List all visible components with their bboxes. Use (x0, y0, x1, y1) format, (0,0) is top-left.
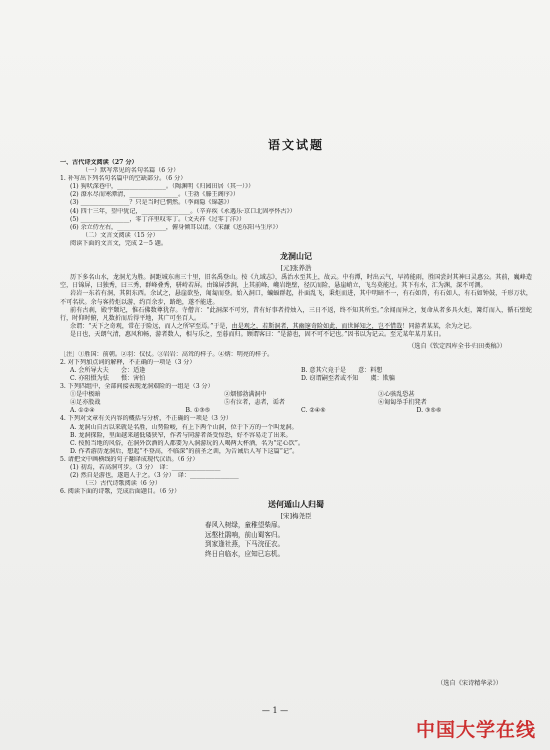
article-paragraph: 余谓：“天下之奇观，常在于险远，而人之所罕至焉。”于是，由是观之，若斯洞者，其幽邃奇险如此，而世鲜知之，岂不惜哉！同游者某某，余为之记。 (70, 323, 476, 331)
q3-option: C. ②④⑥ (301, 407, 326, 415)
q5-item: (2) 然自是游也，遂遣人于之。（3 分） 译：________________ (70, 472, 239, 480)
q1-item: (3) ________________？只是当时已惘然。（李商隐《锦瑟》） (70, 199, 233, 207)
q1-stem: 1. 补写出下列名句名篇中的空缺部分。（6 分） (60, 175, 187, 183)
q2-option: B. 意其穴竟于是 意：料想 (301, 366, 383, 374)
poem-title: 送何遁山人归蜀 (268, 499, 324, 510)
poem-source: （选自《宋诗精华录》） (437, 680, 502, 687)
q3-item: ①是中极暗 (70, 391, 101, 399)
q4-option: B. 龙洞探险，里面越来越低矮狭窄，作者与同游者备受惊恐，好不容易走了出来。 (70, 431, 292, 439)
article-paragraph: 岩岩一东若有洞，其阴东西。余试之，悬崖欲坠，匍匐而登。始入洞口，蝙蝠群起，扑面乱飞，秉炬而进，其中明暗不一，有石如兽，有石如人，有石如钟鼓，千形万状，不可名状。余与客持炬以游，约百余步，路绝，遂不能进。 (60, 290, 532, 306)
poem-line: 终日自临水，应知已忘机。 (205, 549, 285, 558)
sec1-heading: （一）默写常见的名句名篇（6 分） (82, 167, 180, 175)
poem-line: 远壑杜鹃响，前山蜀客归。 (205, 530, 285, 539)
q2-option: A. 会所导大夫 会：适逢 (70, 366, 146, 374)
article-author: [元]张养浩 (280, 264, 312, 273)
q1-item: (4) 四十三年，望中犹记，________________。（辛弃疾《永遇乐·京口北固亭怀古》） (70, 207, 296, 215)
q3-item: ⑥匍匐举手扪凳者 (378, 399, 427, 407)
q1-item: (1) 狗吠深巷中，________________。（陶渊明《归园田居（其一）》） (70, 183, 255, 191)
q3-stem: 3. 下列四组中，全部间接表现龙洞艰险的一组是（3 分） (60, 383, 214, 391)
poem-line: 春风入树绿，童稚望柴扉。 (205, 521, 285, 530)
q3-options (60, 407, 532, 415)
q5-item: (1) 初焉，若高洞可步。（3 分） 译：________________ (70, 463, 221, 471)
sec2-heading: （二）文言文阅读（15 分） (82, 231, 159, 239)
q1-item: (5) ________________，零丁洋里叹零丁。（文天祥《过零丁洋》） (70, 215, 246, 223)
q3-item: ⑤有泣者，恚者，诟者 (224, 399, 285, 407)
article-title: 龙洞山记 (280, 251, 312, 262)
q4-stem: 4. 下列对文章有关内容的概括与分析，不正确的一项是（3 分） (60, 415, 233, 423)
q2-options-row1 (60, 367, 532, 375)
q4-option: D. 作者游历龙洞后，想起“不登高，不临深”的前圣之训，为告诫后人写下这篇“记”。 (70, 447, 299, 455)
q2-option: D. 窃谓嗣至者或不知 虞：欺骗 (301, 374, 395, 382)
q4-option: C. 按照当地的风俗，在洞外饮酒的人都要为入洞游玩的人喝两大杯酒，名为“定心饮”。 (70, 439, 304, 447)
article-body (60, 274, 532, 340)
q3-item: ③心骇乱恐甚 (378, 391, 415, 399)
poem-author: [宋]梅尧臣 (280, 512, 312, 521)
q3-items-row2 (60, 399, 532, 407)
q3-option: A. ①②④ (70, 407, 95, 415)
q1-item: (6) 余立侍左右，________________，俯身倾耳以请。（宋濂《送东阳马生序》） (70, 223, 282, 231)
q1-items (60, 183, 532, 232)
page-number: — 1 — (261, 706, 289, 715)
q5-stem: 5. 请把文中画横线的句子翻译成现代汉语。（6 分） (60, 455, 199, 463)
page-title: 语文试题 (267, 138, 324, 152)
q3-item: ④足亦股战 (70, 399, 101, 407)
q4-option: A. 龙洞山自古以来就是名胜，山势险峻，有上下两个山洞，位于下方的一个叫龙洞。 (70, 423, 298, 431)
article-paragraph: 是日也，天朗气清，惠风和畅，游者数人，相与乐之，至暮而归。顾谓客曰：“是游也，固不可不记也。”因书以为记云。至元某年某月某日。 (70, 331, 445, 339)
poem-line: 到家逢社燕，下马浣征衣。 (205, 540, 285, 549)
q2-stem: 2. 对下列加点词的解释，不正确的一项是（3 分） (60, 358, 196, 366)
article-source: （选自《钦定四库全书·归田类稿》） (408, 342, 506, 350)
watermark-logo: 中国大学在线 (415, 719, 536, 741)
sec3-heading: （三）古代诗歌阅读（6 分） (82, 480, 161, 488)
q6-stem: 6. 阅读下面的诗歌，完成后面题目。（6 分） (60, 488, 181, 496)
part1-heading: 一、古代诗文阅读（27 分） (60, 159, 138, 166)
article-paragraph: 历下多名山水，龙洞尤为胜。洞距城东南三十里，旧名禹登山。按《九域志》，禹治水至其上，故云。中有潭，时出云气，早祷能雨，胜国尝封其神曰灵惠公。其前，巍峰造空，日锦屏，曰独秀，曰三秀，群峰叠秀，骈峙若屏。由锦屏涉涧，上其前峰，巉岩绝壁，径仄而险，悬崖峭立，飞鸟莫能过。其下有水，汇为渊，深不可测。 (60, 274, 532, 290)
q3-item: ②烟郁勃满洞中 (224, 391, 267, 399)
poem-body (60, 521, 532, 559)
q3-option: B. ①③⑤ (185, 407, 211, 415)
q3-items-row1 (60, 391, 532, 399)
q1-item: (2) 潦水尽而寒潭清，________________。（王勃《滕王阁序》） (70, 191, 239, 199)
article-paragraph: 前有古刹，殿宇颓圮，惟石佛数尊犹存。寺僧言：“此洞深不可穷，昔有好事者持烛入，三日不返，终不知其所至。”余闻而异之，复命从者多具火炬，篝灯而入，循石壁蛇行，时仰时俯，凡数折而后得平地，其广可坐百人。 (60, 306, 532, 323)
notes: ［注］①胜国：前朝。②羽：仪仗。③岩岩：高耸的样子。④炳：明亮的样子。 (60, 350, 274, 358)
sec2-intro: 阅读下面的文言文，完成 2－5 题。 (70, 239, 167, 247)
q2-option: C. 亦阻慑为怯 慑：害怕 (70, 374, 146, 382)
q3-option: D. ③⑤⑥ (416, 407, 442, 415)
q2-options-row2 (60, 375, 532, 383)
